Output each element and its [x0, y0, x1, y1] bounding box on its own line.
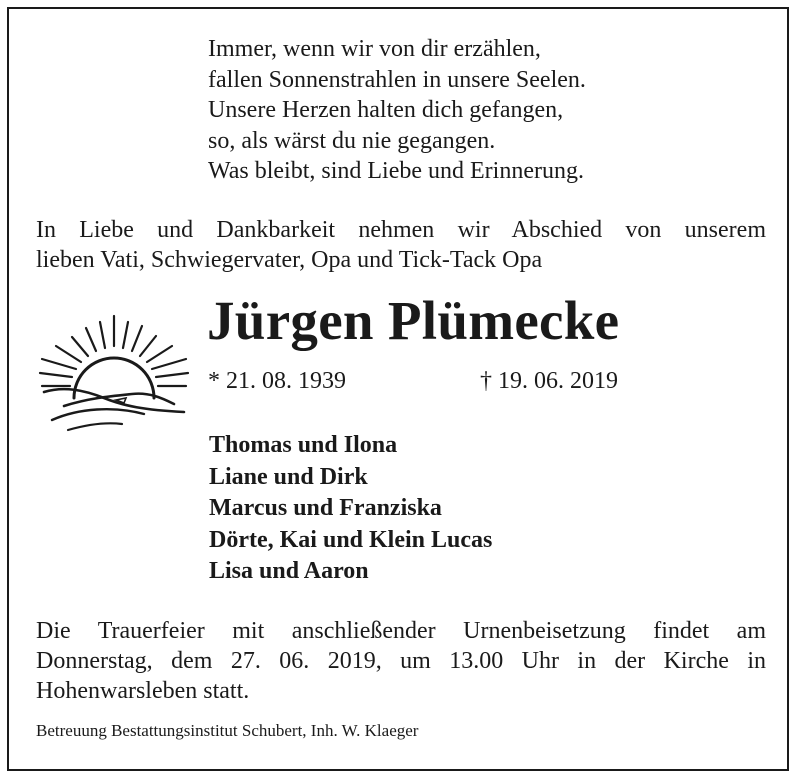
birth-date: * 21. 08. 1939 [208, 368, 346, 394]
poem-line: Unsere Herzen halten dich gefangen, [208, 97, 564, 123]
deceased-name: Jürgen Plümecke [207, 290, 620, 351]
death-date: † 19. 06. 2019 [480, 368, 618, 394]
family-member: Liane und Dirk [209, 463, 368, 490]
poem [208, 34, 586, 187]
family-member: Thomas und Ilona [209, 432, 398, 458]
sunset-over-hills-icon [34, 306, 194, 436]
service-line: Die Trauerfeier mit anschließender Urnenbeisetzung findet am [36, 618, 766, 644]
service-notice [36, 616, 766, 706]
poem-line: fallen Sonnenstrahlen in unsere Seelen. [208, 66, 586, 93]
funeral-home-credit: Betreuung Bestattungsinstitut Schubert, Inh. W. Klaeger [36, 721, 419, 740]
service-line: Hohenwarsleben statt. [36, 678, 250, 704]
intro-line: lieben Vati, Schwiegervater, Opa und Tick-Tack Opa [36, 247, 543, 273]
service-line: Donnerstag, dem 27. 06. 2019, um 13.00 Uhr in der Kirche in [36, 648, 766, 674]
family-member: Marcus und Franziska [209, 495, 442, 521]
intro-text [36, 215, 766, 275]
poem-line: so, als wärst du nie gegangen. [208, 127, 496, 154]
family-member: Lisa und Aaron [209, 558, 369, 584]
family-list [209, 430, 492, 588]
poem-line: Was bleibt, sind Liebe und Erinnerung. [208, 158, 584, 184]
intro-line: In Liebe und Dankbarkeit nehmen wir Abschied von unserem [36, 217, 766, 243]
poem-line: Immer, wenn wir von dir erzählen, [208, 36, 541, 62]
family-member: Dörte, Kai und Klein Lucas [209, 526, 493, 553]
